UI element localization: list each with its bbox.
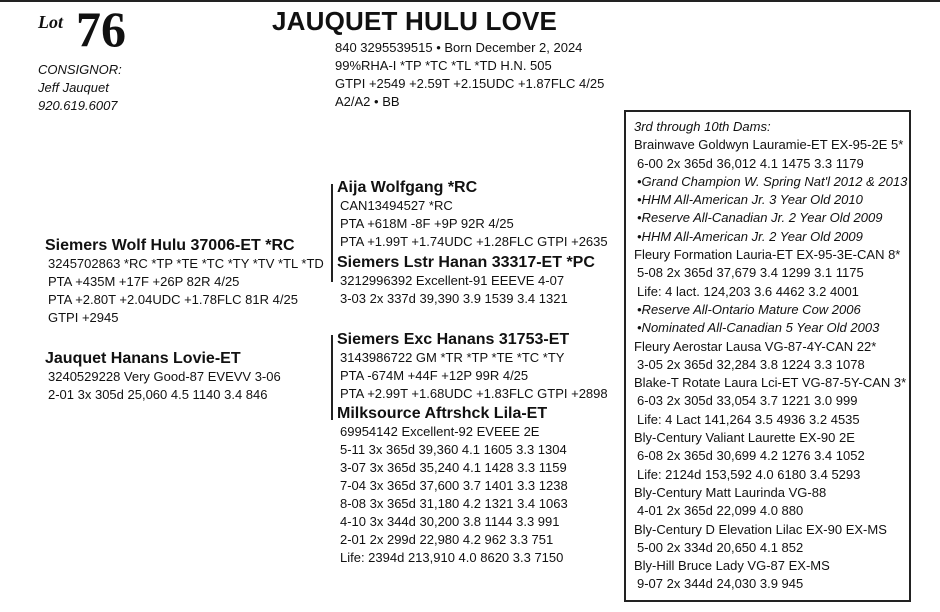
record-line: 6-00 2x 365d 36,012 4.1 1475 3.3 1179 (637, 155, 864, 171)
consignor-phone: 920.619.6007 (38, 98, 118, 113)
dam-name-line: Fleury Formation Lauria-ET EX-95-3E-CAN 8* (634, 247, 901, 263)
record-line: 6-08 2x 365d 30,699 4.2 1276 3.4 1052 (637, 448, 865, 464)
header-info (335, 39, 604, 111)
honor-line: •Reserve All-Ontario Mature Cow 2006 (637, 301, 861, 317)
lot-number: 76 (76, 1, 126, 57)
dam-record: 2-01 3x 305d 25,060 4.5 1140 3.4 846 (48, 387, 268, 402)
honor-line: •Nominated All-Canadian 5 Year Old 2003 (637, 320, 880, 336)
dam-sire-block (337, 330, 608, 403)
dam-name-line: Bly-Century Matt Laurinda VG-88 (634, 484, 827, 500)
registration-line: 840 3295539515 • Born December 2, 2024 (335, 40, 583, 55)
dam-registration: 3240529228 Very Good-87 EVEVV 3-06 (48, 369, 281, 384)
dam-name-line: Bly-Hill Bruce Lady VG-87 EX-MS (634, 558, 830, 574)
sire-sire-name: Aija Wolfgang *RC (337, 179, 478, 196)
sire-sire-pta-production: PTA +618M -8F +9P 92R 4/25 (340, 216, 514, 231)
sire-dam-block (337, 253, 595, 308)
sire-dam-name: Siemers Lstr Hanan 33317-ET *PC (337, 254, 595, 271)
dam-bracket (331, 335, 333, 420)
dam-dam-lifetime: Life: 2394d 213,910 4.0 8620 3.3 7150 (340, 550, 564, 565)
honor-line: •HHM All-American Jr. 2 Year Old 2009 (637, 228, 863, 244)
dam-dam-name: Milksource Aftrshck Lila-ET (337, 405, 548, 422)
record-line: 3-05 2x 365d 32,284 3.8 1224 3.3 1078 (637, 356, 865, 372)
genomic-codes-line: 99%RHA-I *TP *TC *TL *TD H.N. 505 (335, 58, 552, 73)
sire-bracket (331, 184, 333, 282)
sire-gtpi: GTPI +2945 (48, 310, 119, 325)
extended-dams-heading: 3rd through 10th Dams: (634, 119, 771, 134)
sire-registration: 3245702863 *RC *TP *TE *TC *TY *TV *TL *TD (48, 256, 324, 271)
sire-sire-block (337, 178, 608, 251)
sire-sire-pta-type: PTA +1.99T +1.74UDC +1.28FLC GTPI +2635 (340, 234, 608, 249)
record-line: Life: 4 lact. 124,203 3.6 4462 3.2 4001 (637, 283, 859, 299)
consignor-name: Jeff Jauquet (38, 80, 109, 95)
sire-block (45, 236, 324, 327)
dam-dam-registration: 69954142 Excellent-92 EVEEE 2E (340, 424, 540, 439)
record-line: 5-08 2x 365d 37,679 3.4 1299 3.1 1175 (637, 265, 864, 281)
record-line: 4-01 2x 365d 22,099 4.0 880 (637, 503, 804, 519)
dam-sire-name: Siemers Exc Hanans 31753-ET (337, 331, 570, 348)
sire-pta-type: PTA +2.80T +2.04UDC +1.78FLC 81R 4/25 (48, 292, 298, 307)
lot-label: Lot (38, 12, 63, 32)
dam-name-line: Brainwave Goldwyn Lauramie-ET EX-95-2E 5* (634, 137, 904, 153)
sire-sire-registration: CAN13494527 *RC (340, 198, 453, 213)
record-line: Life: 4 Lact 141,264 3.5 4936 3.2 4535 (637, 411, 860, 427)
consignor-label: CONSIGNOR: (38, 62, 122, 77)
dam-name: Jauquet Hanans Lovie-ET (45, 350, 241, 367)
record-line: 5-00 2x 334d 20,650 4.1 852 (637, 539, 804, 555)
dam-block (45, 349, 281, 404)
honor-line: •Reserve All-Canadian Jr. 2 Year Old 2009 (637, 210, 883, 226)
honor-line: •Grand Champion W. Spring Nat'l 2012 & 2013 (637, 173, 908, 189)
dam-name-line: Bly-Century D Elevation Lilac EX-90 EX-MS (634, 521, 887, 537)
genotype-line: A2/A2 • BB (335, 94, 400, 109)
record-line: Life: 2124d 153,592 4.0 6180 3.4 5293 (637, 466, 861, 482)
extended-dams-box (624, 110, 911, 602)
sire-dam-record: 3-03 2x 337d 39,390 3.9 1539 3.4 1321 (340, 291, 568, 306)
dam-dam-record: 4-10 3x 344d 30,200 3.8 1144 3.3 991 (340, 514, 560, 529)
gtpi-line: GTPI +2549 +2.59T +2.15UDC +1.87FLC 4/25 (335, 76, 605, 91)
consignor-block (38, 61, 122, 115)
sire-dam-registration: 3212996392 Excellent-91 EEEVE 4-07 (340, 273, 565, 288)
sire-name: Siemers Wolf Hulu 37006-ET *RC (45, 237, 295, 254)
dam-sire-pta-production: PTA -674M +44F +12P 99R 4/25 (340, 368, 529, 383)
top-rule (0, 0, 940, 2)
animal-title: JAUQUET HULU LOVE (272, 6, 558, 36)
dam-dam-record: 2-01 2x 299d 22,980 4.2 962 3.3 751 (340, 532, 554, 547)
dam-name-line: Fleury Aerostar Lausa VG-87-4Y-CAN 22* (634, 338, 877, 354)
dam-dam-record: 7-04 3x 365d 37,600 3.7 1401 3.3 1238 (340, 478, 568, 493)
dam-sire-pta-type: PTA +2.99T +1.68UDC +1.83FLC GTPI +2898 (340, 386, 608, 401)
dam-dam-record: 8-08 3x 365d 31,180 4.2 1321 3.4 1063 (340, 496, 568, 511)
dam-name-line: Bly-Century Valiant Laurette EX-90 2E (634, 430, 855, 446)
dam-name-line: Blake-T Rotate Laura Lci-ET VG-87-5Y-CAN 3* (634, 375, 907, 391)
dam-dam-record: 3-07 3x 365d 35,240 4.1 1428 3.3 1159 (340, 460, 567, 475)
dam-dam-block (337, 404, 568, 567)
honor-line: •HHM All-American Jr. 3 Year Old 2010 (637, 192, 863, 208)
dam-dam-record: 5-11 3x 365d 39,360 4.1 1605 3.3 1304 (340, 442, 567, 457)
dam-sire-registration: 3143986722 GM *TR *TP *TE *TC *TY (340, 350, 565, 365)
sire-pta-production: PTA +435M +17F +26P 82R 4/25 (48, 274, 240, 289)
record-line: 9-07 2x 344d 24,030 3.9 945 (637, 576, 804, 592)
record-line: 6-03 2x 305d 33,054 3.7 1221 3.0 999 (637, 393, 858, 409)
